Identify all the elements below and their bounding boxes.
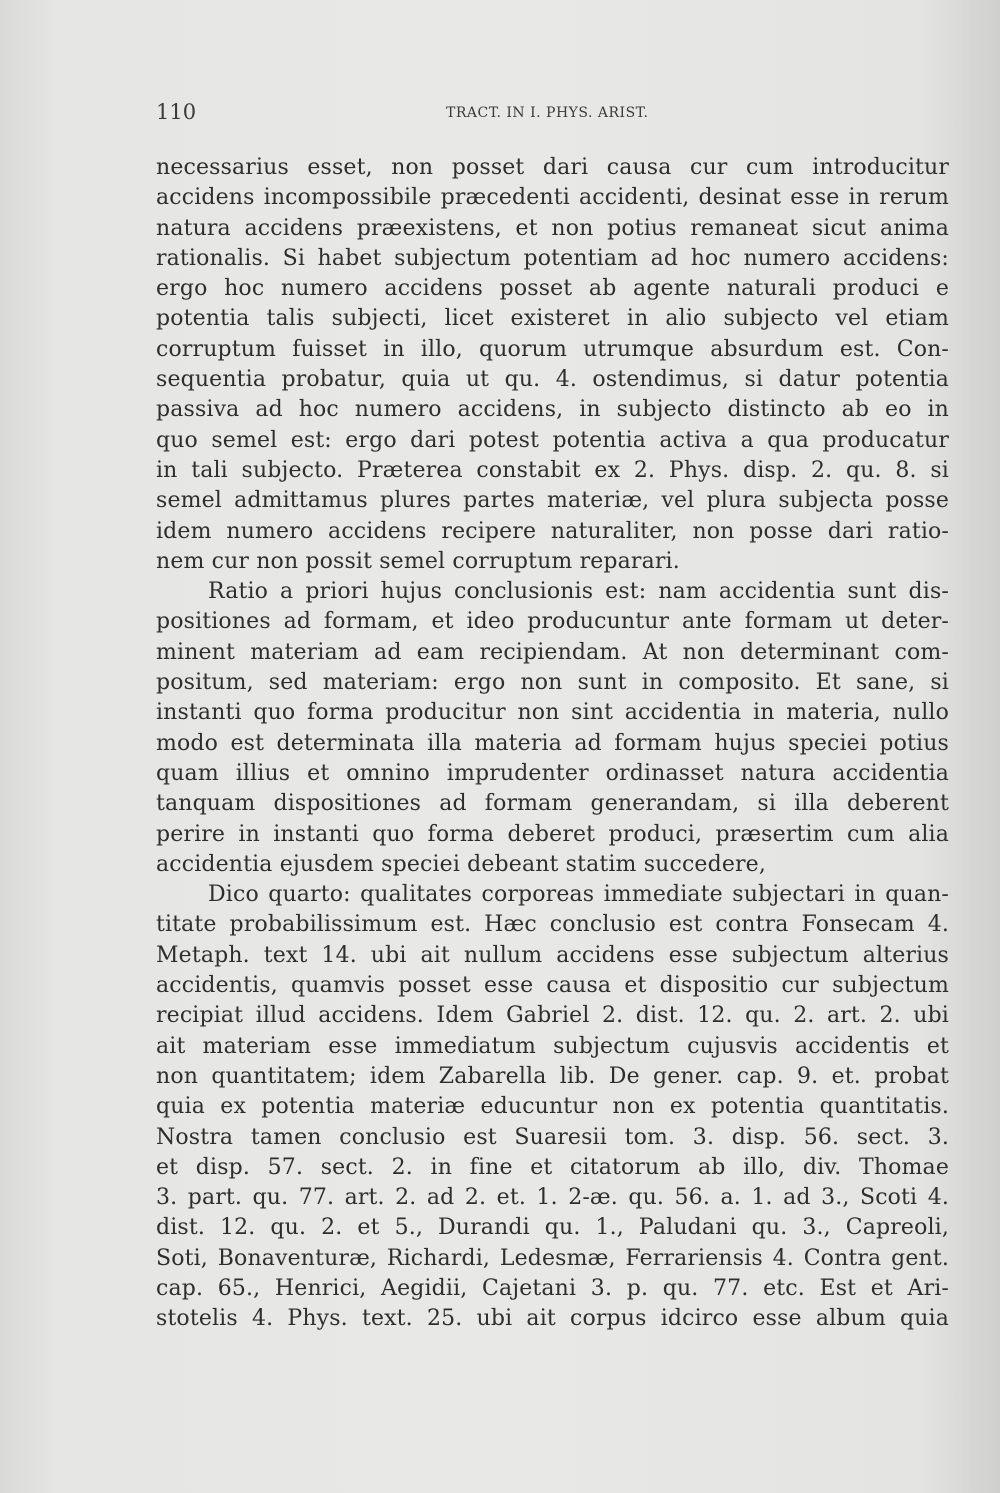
paragraph-dico-quarto [156, 880, 949, 1334]
text-line: sequentia probatur, quia ut qu. 4. ostendimus, si datur potentia [156, 367, 949, 393]
text-line: corruptum fuisset in illo, quorum utrumque absurdum est. Con- [156, 336, 949, 362]
text-line: in tali subjecto. Præterea constabit ex 2. Phys. disp. 2. qu. 8. si [156, 457, 949, 483]
text-line: nem cur non possit semel corruptum reparari. [156, 548, 680, 574]
text-line: potentia talis subjecti, licet existeret in alio subjecto vel etiam [156, 306, 949, 332]
text-line: positiones ad formam, et ideo producuntur ante formam ut deter- [156, 609, 949, 635]
paragraph-continuation [156, 153, 949, 577]
text-line: Nostra tamen conclusio est Suaresii tom. 3. disp. 56. sect. 3. [156, 1124, 949, 1150]
text-line: minent materiam ad eam recipiendam. At non determinant com- [156, 639, 949, 665]
text-line: modo est determinata illa materia ad formam hujus speciei potius [156, 730, 949, 756]
text-line: cap. 65., Henrici, Aegidii, Cajetani 3. p. qu. 77. etc. Est et Ari- [156, 1275, 949, 1301]
text-line: ait materiam esse immediatum subjectum cujusvis accidentis et [156, 1033, 949, 1059]
text-line: quia ex potentia materiæ educuntur non ex potentia quantitatis. [156, 1094, 949, 1120]
text-line: accidentia ejusdem speciei debeant statim succedere, [156, 851, 766, 877]
text-line: natura accidens præexistens, et non potius remaneat sicut anima [156, 215, 949, 241]
text-line: perire in instanti quo forma deberet produci, præsertim cum alia [156, 821, 949, 847]
text-line: positum, sed materiam: ergo non sunt in composito. Et sane, si [156, 670, 949, 696]
text-line: tanquam dispositiones ad formam generandam, si illa deberent [156, 791, 949, 817]
text-line: semel admittamus plures partes materiæ, vel plura subjecta posse [156, 488, 949, 514]
text-line: titate probabilissimum est. Hæc conclusio est contra Fonsecam 4. [156, 912, 949, 938]
page-header [156, 100, 946, 130]
text-line: recipiat illud accidens. Idem Gabriel 2. dist. 12. qu. 2. art. 2. ubi [156, 1003, 949, 1029]
body-text [156, 153, 949, 1335]
text-line: instanti quo forma producitur non sint accidentia in materia, nullo [156, 700, 949, 726]
text-line: accidens incompossibile præcedenti accidenti, desinat esse in rerum [156, 185, 949, 211]
text-line: Ratio a priori hujus conclusionis est: nam accidentia sunt dis- [208, 579, 949, 605]
paragraph-ratio [156, 577, 949, 880]
text-line: quo semel est: ergo dari potest potentia activa a qua producatur [156, 427, 949, 453]
running-title: TRACT. IN I. PHYS. ARIST. [446, 105, 649, 121]
text-line: Metaph. text 14. ubi ait nullum accidens esse subjectum alterius [156, 942, 949, 968]
text-line: non quantitatem; idem Zabarella lib. De gener. cap. 9. et. probat [156, 1063, 949, 1089]
text-line: et disp. 57. sect. 2. in fine et citatorum ab illo, div. Thomae [156, 1154, 949, 1180]
text-line: necessarius esset, non posset dari causa cur cum introducitur [156, 155, 949, 180]
text-line: stotelis 4. Phys. text. 25. ubi ait corpus idcirco esse album quia [156, 1306, 949, 1332]
text-line: accidentis, quamvis posset esse causa et dispositio cur subjectum [156, 973, 949, 999]
text-line: Soti, Bonaventuræ, Richardi, Ledesmæ, Ferrariensis 4. Contra gent. [156, 1245, 949, 1271]
text-line: 3. part. qu. 77. art. 2. ad 2. et. 1. 2-æ. qu. 56. a. 1. ad 3., Scoti 4. [156, 1185, 949, 1211]
text-line: idem numero accidens recipere naturaliter, non posse dari ratio- [156, 518, 949, 544]
text-line: quam illius et omnino imprudenter ordinasset natura accidentia [156, 760, 949, 786]
text-line: ergo hoc numero accidens posset ab agente naturali produci e [156, 276, 949, 302]
page-number: 110 [156, 100, 197, 124]
text-line: dist. 12. qu. 2. et 5., Durandi qu. 1., Paludani qu. 3., Capreoli, [156, 1215, 949, 1241]
text-line: passiva ad hoc numero accidens, in subjecto distincto ab eo in [156, 397, 949, 423]
text-line: Dico quarto: qualitates corporeas immediate subjectari in quan- [208, 882, 949, 908]
text-line: rationalis. Si habet subjectum potentiam ad hoc numero accidens: [156, 245, 949, 271]
